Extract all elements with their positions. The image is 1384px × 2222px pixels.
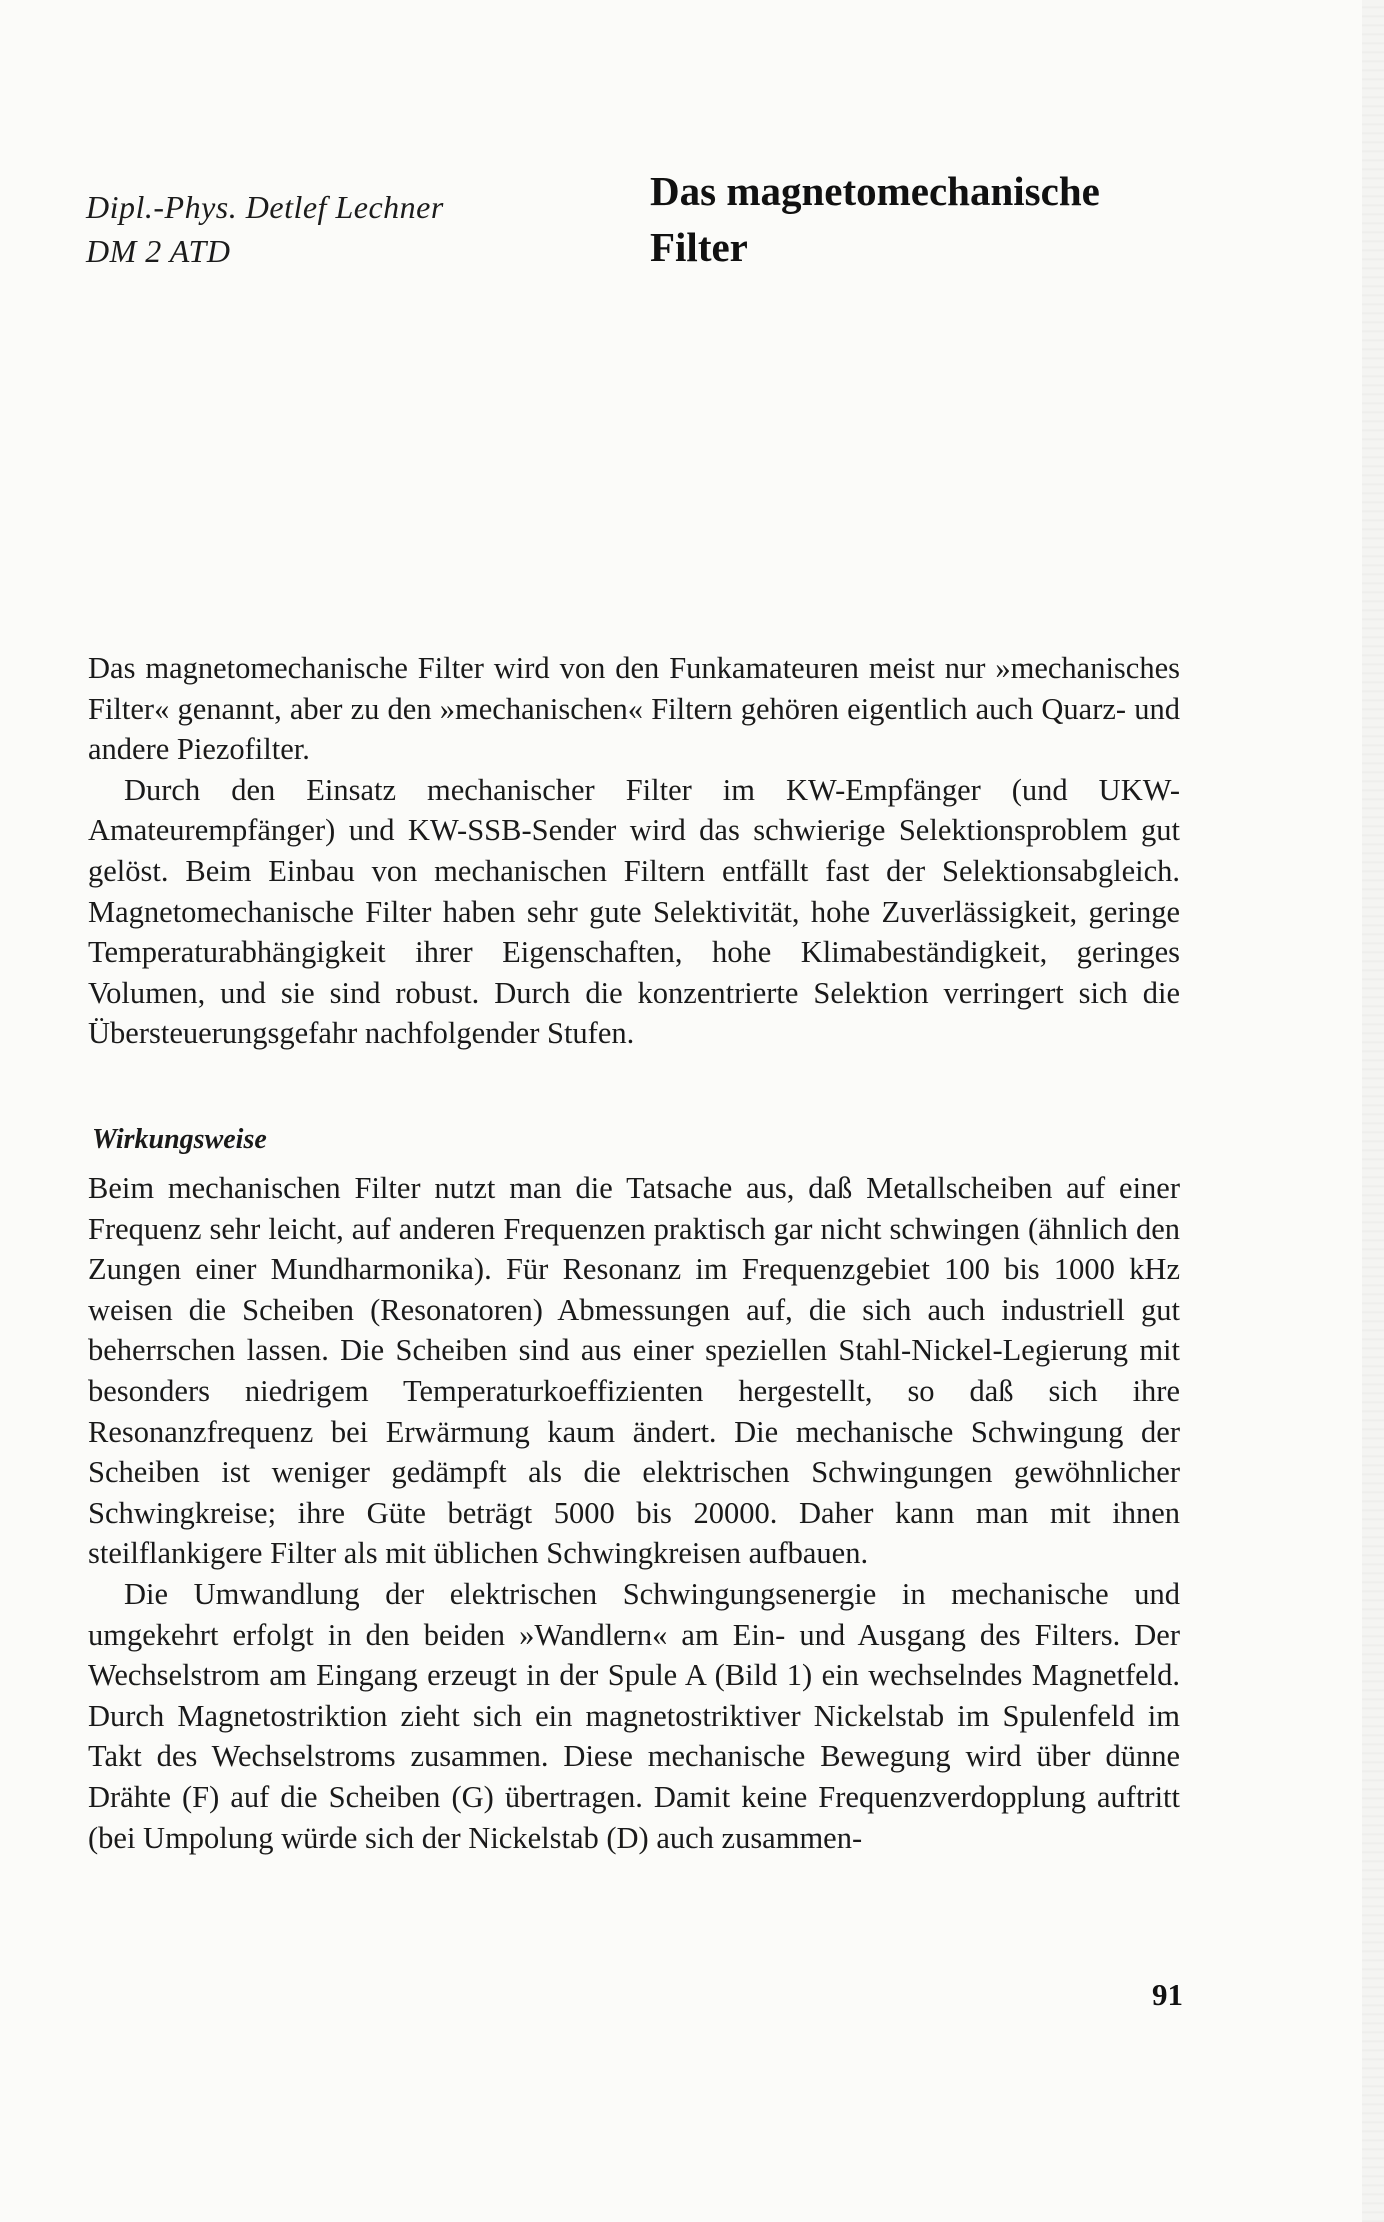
page-number: 91 [1152, 1977, 1183, 2012]
scan-edge [1362, 0, 1384, 2222]
section-paragraph-1: Beim mechanischen Filter nutzt man die Tatsache aus, daß Metallscheiben auf einer Frequenz sehr leicht, auf anderen Frequenzen praktisch gar nicht schwingen (ähnlich den Zungen einer Mundharmonika). Für Resonanz im Frequenzgebiet 100 bis 1000 kHz weisen die Scheiben (Resonatoren) Abmessungen auf, die sich auch industriell gut beherrschen lassen. Die Scheiben sind aus einer speziellen Stahl-Nickel-Legierung mit besonders niedrigem Temperaturkoeffizienten hergestellt, so daß sich ihre Resonanzfrequenz bei Erwärmung kaum ändert. Die mechanische Schwingung der Scheiben ist weniger gedämpft als die elektrischen Schwingungen gewöhnlicher Schwingkreise; ihre Güte beträgt 5000 bis 20000. Daher kann man mit ihnen steilflankigere Filter als mit üblichen Schwingkreisen aufbauen. [88, 1171, 1180, 1571]
section-text [88, 1168, 1180, 1858]
intro-paragraph-1: Das magnetomechanische Filter wird von den Funkamateuren meist nur »mechanisches Filter« genannt, aber zu den »mechanischen« Filtern gehören eigentlich auch Quarz- und andere Piezofilter. [88, 651, 1180, 767]
author-name: Dipl.-Phys. Detlef Lechner [86, 189, 444, 225]
author-block [86, 185, 444, 273]
intro-text [88, 648, 1180, 1054]
section-paragraph-2: Die Umwandlung der elektrischen Schwingungsenergie in mechanische und umgekehrt erfolgt in den beiden »Wandlern« am Ein- und Ausgang des Filters. Der Wechselstrom am Eingang erzeugt in der Spule A (Bild 1) ein wechselndes Magnetfeld. Durch Magnetostriktion zieht sich ein magnetostriktiver Nickelstab im Spulenfeld im Takt des Wechselstroms zusammen. Diese mechanische Bewegung wird über dünne Drähte (F) auf die Scheiben (G) übertragen. Damit keine Frequenzverdopplung auftritt (bei Umpolung würde sich der Nickelstab (D) auch zusammen- [88, 1576, 1180, 1855]
title-line-1: Das magnetomechanische [650, 168, 1100, 214]
title-line-2: Filter [650, 224, 748, 270]
author-callsign: DM 2 ATD [86, 233, 231, 269]
intro-paragraph-2: Durch den Einsatz mechanischer Filter im KW-Empfänger (und UKW-Amateurempfänger) und KW-SSB-Sender wird das schwierige Selektionsproblem gut gelöst. Beim Einbau von mechanischen Filtern entfällt fast der Selektionsabgleich. Magnetomechanische Filter haben sehr gute Selektivität, hohe Zuverlässigkeit, geringe Temperaturabhängigkeit ihrer Eigenschaften, hohe Klimabeständigkeit, geringes Volumen, und sie sind robust. Durch die konzentrierte Selektion verringert sich die Übersteuerungsgefahr nachfolgender Stufen. [88, 772, 1180, 1051]
section-heading: Wirkungsweise [92, 1124, 267, 1155]
article-title [650, 163, 1100, 275]
